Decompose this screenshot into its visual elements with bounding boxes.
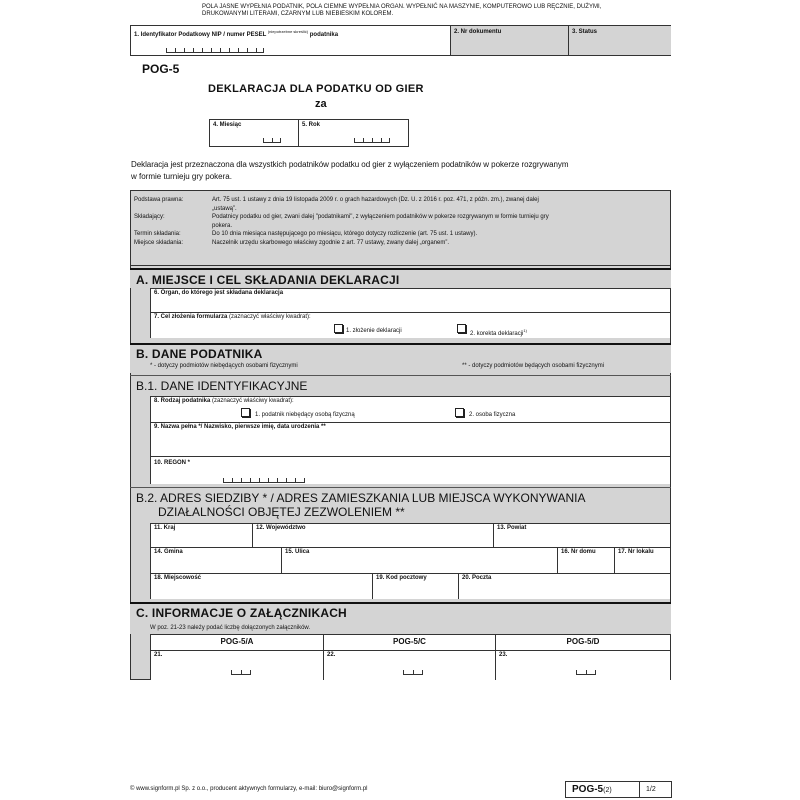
nip-pesel-label: 1. Identyfikator Podatkowy NIP / numer PESEL <box>134 32 267 38</box>
info-legal-basis-2: „ustawą”. <box>212 205 237 212</box>
info-legal-basis-1: Art. 75 ust. 1 ustawy z dnia 19 listopada 2009 r. o grach hazardowych (Dz. U. z 2016 r. poz. 471, z późn. zm.), zwanej dalej <box>212 197 539 203</box>
section-a-header <box>130 268 671 288</box>
field-21[interactable] <box>151 650 323 680</box>
field-11-country[interactable] <box>150 523 252 547</box>
nip-pesel-field[interactable] <box>131 26 450 55</box>
year-digit-boxes <box>354 139 390 143</box>
field-22[interactable] <box>324 650 495 680</box>
regon-digit-boxes <box>223 479 305 483</box>
option-correction-label: 2. korekta deklaracji <box>470 331 524 337</box>
footer-page-number: 1/2 <box>646 786 656 793</box>
form-code: POG-5 <box>142 62 180 76</box>
month-field[interactable] <box>210 120 298 146</box>
footer-form-code: POG-5 <box>572 784 604 795</box>
field-19-label: 19. Kod pocztowy <box>376 575 427 581</box>
field-8-hint: (zaznaczyć właściwy kwadrat): <box>210 398 294 404</box>
info-place: Naczelnik urzędu skarbowego właściwy zgodnie z art. 77 ustawy, zwany dalej „organem”. <box>212 239 449 246</box>
checkbox-submission[interactable] <box>334 324 343 333</box>
field-12-label: 12. Województwo <box>256 525 306 531</box>
footer-form-id <box>565 781 672 798</box>
field-6-label: 6. Organ, do którego jest składana deklaracja <box>154 290 284 296</box>
intro-text <box>131 159 671 183</box>
legal-info-values <box>212 196 667 247</box>
info-deadline: Do 10 dnia miesiąca następującego po miesiącu, którego dotyczy rozliczenie (art. 75 ust. 1 ustawy). <box>212 231 478 237</box>
note-natural-person: ** - dotyczy podmiotów będących osobami fizycznymi <box>462 363 605 369</box>
info-filer-1: Podatnicy podatku od gier, zwani dalej "podatnikami", z wyłączeniem podatników w pokerze rozgrywanym w formie turnieju gry <box>212 214 549 220</box>
field-16-house-number[interactable] <box>557 547 614 573</box>
instruction-line-2: DRUKOWANYMI LITERAMI, CZARNYM LUB NIEBIESKIM KOLOREM. <box>202 11 394 17</box>
section-c-header <box>130 602 671 634</box>
document-number-field <box>450 26 569 55</box>
intro-line-2: w formie turnieju gry pokera. <box>131 172 232 181</box>
nip-pesel-sup: (niepotrzebne skreślić) <box>267 29 309 34</box>
checkbox-correction[interactable] <box>457 324 466 333</box>
field-14-label: 14. Gmina <box>154 549 183 555</box>
nip-digit-boxes <box>166 49 264 53</box>
field-9-full-name[interactable] <box>150 422 670 456</box>
option-non-natural-person-label: 1. podatnik niebędący osobą fizyczną <box>255 412 355 418</box>
info-label-place: Miejsce składania: <box>134 239 184 246</box>
field-23-label: 23. <box>499 652 508 658</box>
field-22-label: 22. <box>327 652 336 658</box>
field-14-municipality[interactable] <box>150 547 281 573</box>
section-a-title: A. MIEJSCE I CEL SKŁADANIA DEKLARACJI <box>136 273 400 287</box>
section-b-header <box>130 343 671 373</box>
field-18-city[interactable] <box>150 573 372 599</box>
footer-version: (2) <box>603 787 612 794</box>
year-label: 5. Rok <box>302 122 321 128</box>
legal-info-block <box>130 190 671 266</box>
field-12-voivodeship[interactable] <box>252 523 493 547</box>
info-filer-2: pokera. <box>212 222 233 229</box>
field-17-apartment-number[interactable] <box>614 547 670 573</box>
checkbox-natural-person[interactable] <box>455 408 464 417</box>
field-13-county[interactable] <box>493 523 670 547</box>
note-legal-entity: * - dotyczy podmiotów niebędących osobami fizycznymi <box>150 363 298 369</box>
field-23[interactable] <box>496 650 670 680</box>
field-10-regon[interactable] <box>150 456 670 484</box>
page-title: DEKLARACJA DLA PODATKU OD GIER <box>208 83 424 95</box>
info-label-legal-basis: Podstawa prawna: <box>134 197 184 203</box>
section-b1-header <box>130 375 671 394</box>
field-10-label: 10. REGON * <box>154 460 191 466</box>
legal-info-labels <box>134 196 183 247</box>
field-9-label: 9. Nazwa pełna */ Nazwisko, pierwsze imię, data urodzenia ** <box>154 424 326 430</box>
field-7-hint: (zaznaczyć właściwy kwadrat): <box>227 314 311 320</box>
field-6-tax-office[interactable] <box>150 288 670 312</box>
field-19-postal-code[interactable] <box>372 573 458 599</box>
status-label: 3. Status <box>572 29 598 35</box>
field-20-post-office[interactable] <box>458 573 670 599</box>
section-b2-title-line-2: DZIAŁALNOŚCI OBJĘTEJ ZEZWOLENIEM ** <box>158 505 405 519</box>
field-20-label: 20. Poczta <box>462 575 492 581</box>
month-digit-boxes <box>263 139 281 143</box>
field-8-taxpayer-type <box>150 396 670 422</box>
field-16-label: 16. Nr domu <box>561 549 596 555</box>
field-15-street[interactable] <box>281 547 557 573</box>
year-field[interactable] <box>298 120 409 146</box>
attachment-pog5d-name: POG-5/D <box>566 637 600 646</box>
header-fields <box>130 25 671 56</box>
field-17-label: 17. Nr lokalu <box>618 549 654 555</box>
footer-copyright: © www.signform.pl Sp. z o.o., producent aktywnych formularzy, e-mail: biuro@signform.pl <box>130 786 368 792</box>
field-8-label: 8. Rodzaj podatnika <box>154 398 211 404</box>
month-label: 4. Miesiąc <box>213 122 242 128</box>
section-b2-title <box>136 491 585 519</box>
fill-instructions <box>202 4 601 18</box>
section-b1-title: B.1. DANE IDENTYFIKACYJNE <box>136 379 308 393</box>
status-field <box>568 26 671 55</box>
attachment-pog5c-name: POG-5/C <box>393 637 426 646</box>
section-b-title: B. DANE PODATNIKA <box>136 347 263 361</box>
info-label-deadline: Termin składania: <box>134 231 181 237</box>
period-box <box>209 119 409 147</box>
instruction-line-1: POLA JASNE WYPEŁNIA PODATNIK, POLA CIEMNE WYPEŁNIA ORGAN. WYPEŁNIĆ NA MASZYNIE, KOMPUTEROWO LUB RĘCZNIE, DUŻYMI, <box>202 4 602 10</box>
field-15-label: 15. Ulica <box>285 549 310 555</box>
title-za: za <box>315 98 327 110</box>
field-13-label: 13. Powiat <box>497 525 527 531</box>
section-c-title: C. INFORMACJE O ZAŁĄCZNIKACH <box>136 606 347 620</box>
nip-pesel-suffix: podatnika <box>308 32 339 38</box>
option-submission-label: 1. złożenie deklaracji <box>346 328 402 334</box>
attachment-pog5a-name: POG-5/A <box>220 637 254 646</box>
intro-line-1: Deklaracja jest przeznaczona dla wszystkich podatników podatku od gier z wyłączeniem podatników w pokerze rozgrywanym <box>131 160 569 169</box>
section-c-note: W poz. 21-23 należy podać liczbę dołączonych załączników. <box>150 625 311 631</box>
section-b2-header <box>130 487 671 521</box>
field-7-purpose <box>150 312 670 338</box>
field-7-label: 7. Cel złożenia formularza <box>154 314 228 320</box>
attachment-pog5d <box>495 634 670 680</box>
info-label-filer: Składający: <box>134 214 165 220</box>
option-correction-sup: 1) <box>523 328 527 333</box>
field-18-label: 18. Miejscowość <box>154 575 202 581</box>
section-b2-title-line-1: B.2. ADRES SIEDZIBY * / ADRES ZAMIESZKANIA LUB MIEJSCA WYKONYWANIA <box>136 491 586 505</box>
field-21-label: 21. <box>154 652 163 658</box>
attachment-pog5c <box>323 634 495 680</box>
field-11-label: 11. Kraj <box>154 525 176 531</box>
document-number-label: 2. Nr dokumentu <box>454 29 502 35</box>
checkbox-non-natural-person[interactable] <box>241 408 250 417</box>
option-natural-person-label: 2. osoba fizyczna <box>469 412 516 418</box>
attachment-pog5a <box>150 634 323 680</box>
